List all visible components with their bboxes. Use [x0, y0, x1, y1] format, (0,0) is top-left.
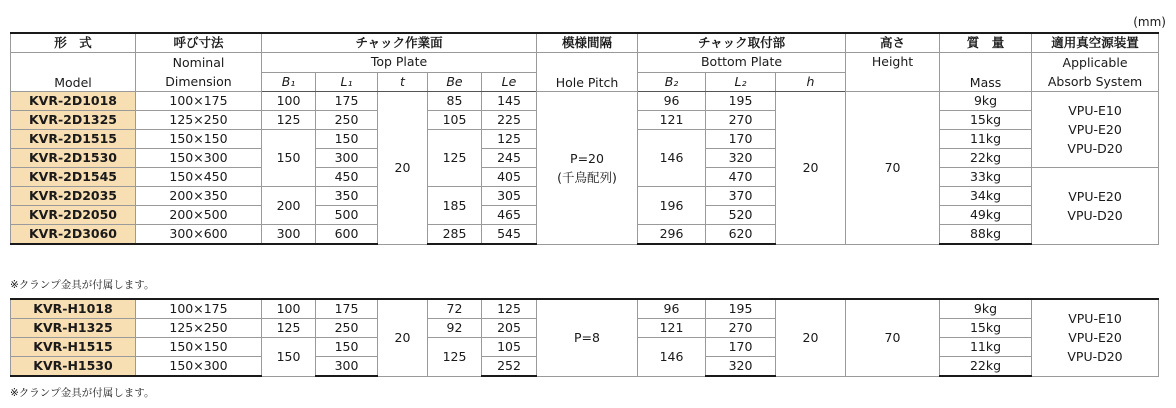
sym-t: t [378, 73, 428, 92]
le-cell: 125 [482, 299, 537, 319]
absorb-cell: VPU-E20 VPU-D20 [1032, 168, 1159, 245]
dim-cell: 150×450 [136, 168, 262, 187]
mass-cell: 22kg [940, 149, 1032, 168]
be-cell: 185 [428, 187, 482, 225]
sym-l2: L₂ [706, 73, 776, 92]
model-cell: KVR-2D3060 [11, 225, 136, 245]
l2-cell: 620 [706, 225, 776, 245]
be-cell: 285 [428, 225, 482, 245]
l1-cell: 150 [316, 130, 378, 149]
b2-cell: 121 [638, 319, 706, 338]
b1-cell: 125 [262, 319, 316, 338]
nominal-header-jp: 呼び寸法 [136, 33, 262, 53]
be-cell: 125 [428, 130, 482, 187]
mass-cell: 15kg [940, 319, 1032, 338]
model-cell: KVR-2D2050 [11, 206, 136, 225]
l2-cell: 195 [706, 92, 776, 111]
be-cell: 85 [428, 92, 482, 111]
height-header-jp: 高さ [846, 33, 940, 53]
l2-cell: 520 [706, 206, 776, 225]
le-cell: 225 [482, 111, 537, 130]
footnote: ※クランプ金具が付属します。 [10, 387, 155, 399]
mass-cell: 49kg [940, 206, 1032, 225]
sym-h: h [776, 73, 846, 92]
sym-l1: L₁ [316, 73, 378, 92]
table-row [11, 299, 1159, 319]
l1-cell: 150 [316, 338, 378, 357]
model-cell: KVR-2D2035 [11, 187, 136, 206]
dim-cell: 150×150 [136, 130, 262, 149]
l1-cell: 300 [316, 357, 378, 377]
b2-cell: 146 [638, 338, 706, 377]
l2-cell: 170 [706, 130, 776, 149]
b2-cell: 146 [638, 130, 706, 187]
table-row [11, 92, 1159, 111]
b1-cell: 150 [262, 338, 316, 377]
b1-cell: 125 [262, 111, 316, 130]
hole-pitch-header-jp: 模様間隔 [537, 33, 638, 53]
height-cell: 70 [846, 92, 940, 245]
l2-cell: 320 [706, 149, 776, 168]
sym-be: Be [428, 73, 482, 92]
l1-cell: 450 [316, 168, 378, 187]
mass-cell: 9kg [940, 92, 1032, 111]
spec-table-kvr-h [10, 298, 1159, 377]
height-header-en: Height [846, 53, 940, 92]
dim-cell: 200×500 [136, 206, 262, 225]
l2-cell: 320 [706, 357, 776, 377]
le-cell: 145 [482, 92, 537, 111]
bottom-plate-header-en: Bottom Plate [638, 53, 846, 73]
model-cell: KVR-2D1018 [11, 92, 136, 111]
model-cell: KVR-H1530 [11, 357, 136, 377]
absorb-header-jp: 適用真空源装置 [1032, 33, 1159, 53]
footnote: ※クランプ金具が付属します。 [10, 279, 155, 291]
l2-cell: 170 [706, 338, 776, 357]
le-cell: 545 [482, 225, 537, 245]
h-cell: 20 [776, 92, 846, 245]
l1-cell: 250 [316, 111, 378, 130]
pitch-cell: P=20 (千鳥配列) [537, 92, 638, 245]
be-cell: 92 [428, 319, 482, 338]
mass-header-jp: 質 量 [940, 33, 1032, 53]
be-cell: 105 [428, 111, 482, 130]
absorb-cell: VPU-E10 VPU-E20 VPU-D20 [1032, 299, 1159, 376]
dim-cell: 150×300 [136, 149, 262, 168]
sym-b2: B₂ [638, 73, 706, 92]
mass-cell: 11kg [940, 130, 1032, 149]
b1-cell: 100 [262, 92, 316, 111]
b1-cell: 100 [262, 299, 316, 319]
model-cell: KVR-H1018 [11, 299, 136, 319]
l2-cell: 470 [706, 168, 776, 187]
model-cell: KVR-H1515 [11, 338, 136, 357]
l2-cell: 270 [706, 319, 776, 338]
b1-cell: 300 [262, 225, 316, 245]
model-cell: KVR-2D1545 [11, 168, 136, 187]
mass-cell: 22kg [940, 357, 1032, 377]
nominal-header-en: Nominal Dimension [136, 53, 262, 92]
mass-cell: 11kg [940, 338, 1032, 357]
l1-cell: 500 [316, 206, 378, 225]
unit-label: (mm) [1133, 15, 1166, 29]
model-cell: KVR-2D1530 [11, 149, 136, 168]
mass-cell: 33kg [940, 168, 1032, 187]
t-cell: 20 [378, 299, 428, 376]
l1-cell: 175 [316, 299, 378, 319]
h-cell: 20 [776, 299, 846, 376]
model-cell: KVR-2D1515 [11, 130, 136, 149]
l1-cell: 175 [316, 92, 378, 111]
mass-cell: 9kg [940, 299, 1032, 319]
height-cell: 70 [846, 299, 940, 376]
le-cell: 465 [482, 206, 537, 225]
mass-cell: 88kg [940, 225, 1032, 245]
b2-cell: 96 [638, 92, 706, 111]
pitch-cell: P=8 [537, 299, 638, 376]
absorb-header-en: Applicable Absorb System [1032, 53, 1159, 92]
sym-b1: B₁ [262, 73, 316, 92]
model-header-en: Model [11, 53, 136, 92]
b2-cell: 121 [638, 111, 706, 130]
b2-cell: 96 [638, 299, 706, 319]
le-cell: 252 [482, 357, 537, 377]
l2-cell: 270 [706, 111, 776, 130]
model-cell: KVR-H1325 [11, 319, 136, 338]
l1-cell: 600 [316, 225, 378, 245]
t-cell: 20 [378, 92, 428, 245]
l2-cell: 195 [706, 299, 776, 319]
dim-cell: 125×250 [136, 319, 262, 338]
spec-table-kvr-2d [10, 32, 1159, 245]
mass-header-en: Mass [940, 53, 1032, 92]
b1-cell: 150 [262, 130, 316, 187]
model-cell: KVR-2D1325 [11, 111, 136, 130]
dim-cell: 125×250 [136, 111, 262, 130]
absorb-cell: VPU-E10 VPU-E20 VPU-D20 [1032, 92, 1159, 168]
le-cell: 105 [482, 338, 537, 357]
dim-cell: 300×600 [136, 225, 262, 245]
dim-cell: 200×350 [136, 187, 262, 206]
dim-cell: 150×300 [136, 357, 262, 377]
le-cell: 125 [482, 130, 537, 149]
bottom-plate-header-jp: チャック取付部 [638, 33, 846, 53]
be-cell: 72 [428, 299, 482, 319]
dim-cell: 100×175 [136, 92, 262, 111]
l1-cell: 300 [316, 149, 378, 168]
l1-cell: 250 [316, 319, 378, 338]
l2-cell: 370 [706, 187, 776, 206]
le-cell: 205 [482, 319, 537, 338]
le-cell: 245 [482, 149, 537, 168]
le-cell: 405 [482, 168, 537, 187]
be-cell: 125 [428, 338, 482, 377]
b1-cell: 200 [262, 187, 316, 225]
dim-cell: 100×175 [136, 299, 262, 319]
mass-cell: 15kg [940, 111, 1032, 130]
le-cell: 305 [482, 187, 537, 206]
hole-pitch-header-en: Hole Pitch [537, 53, 638, 92]
b2-cell: 196 [638, 187, 706, 225]
top-plate-header-jp: チャック作業面 [262, 33, 537, 53]
b2-cell: 296 [638, 225, 706, 245]
dim-cell: 150×150 [136, 338, 262, 357]
mass-cell: 34kg [940, 187, 1032, 206]
sym-le: Le [482, 73, 537, 92]
l1-cell: 350 [316, 187, 378, 206]
top-plate-header-en: Top Plate [262, 53, 537, 73]
model-header-jp: 形 式 [11, 33, 136, 53]
